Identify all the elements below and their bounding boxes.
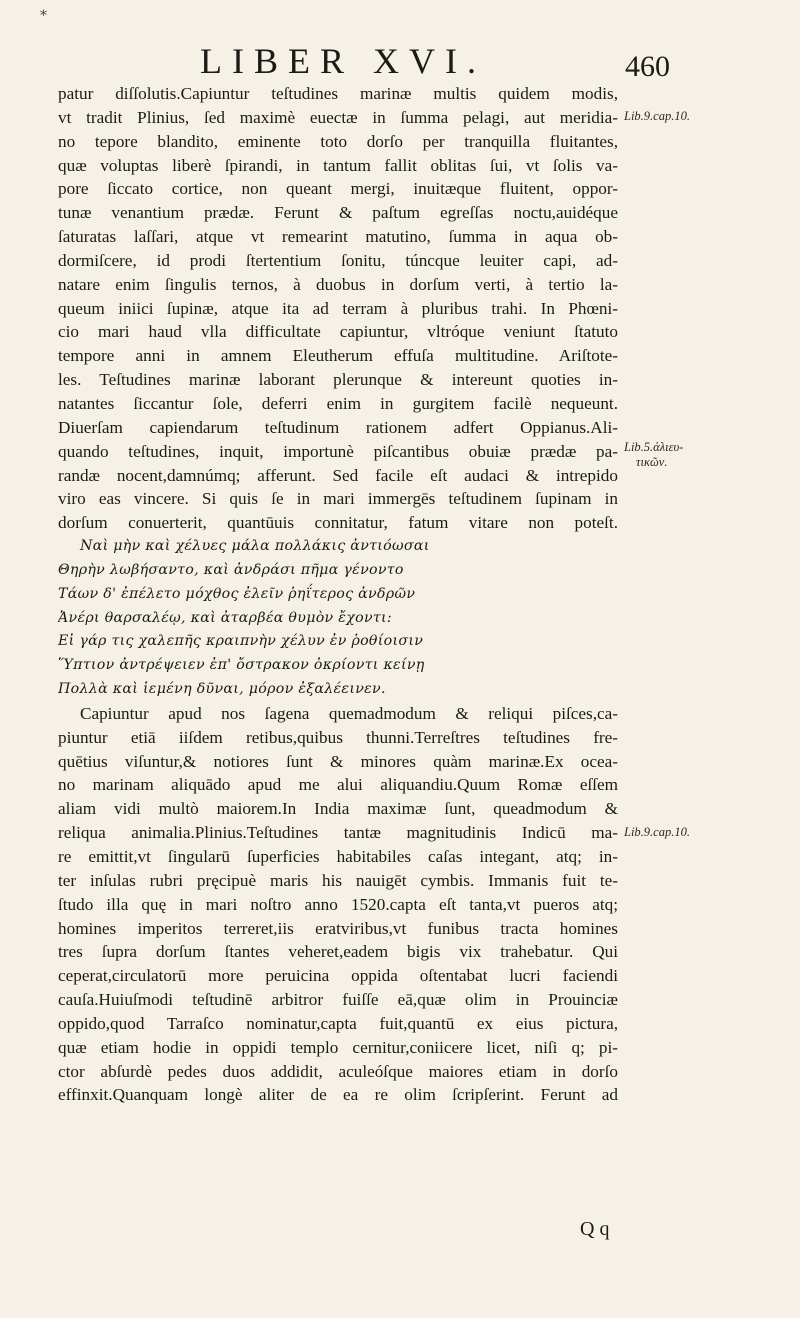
- text-line: quæ voluptas liberè ſpirandi, in tantum fallit oblitas ſui, vt ſolis va-: [58, 155, 618, 175]
- text-line: reliqua animalia.Plinius.Teſtudines tantæ magnitudinis Indicū ma-: [58, 823, 618, 843]
- text-line: dorſum conuerterit, quantūuis connitatur, fatum vitare non poteſt.: [58, 513, 618, 533]
- text-line: quētius viſuntur,& notiores ſunt & minores quàm marinæ.Ex ocea-: [58, 751, 618, 771]
- text-line: vt tradit Plinius, ſed maximè euectæ in ſumma pelagi, aut meridia-: [58, 107, 618, 127]
- verse-line: Θηρὴν λωβήσαντο, καὶ ἀνδράσι πῆμα γένοντο: [58, 561, 404, 578]
- text-line: aliam vidi multò maiorem.In India maximæ ſunt, queadmodum &: [58, 799, 618, 819]
- text-line: ctor abſurdè pedes duos addidit, aculeóſque maiores etiam in dorſo: [58, 1061, 618, 1081]
- text-line: cauſa.Huiuſmodi teſtudinē arbitror fuiſſe eā,quæ olim in Prouinciæ: [58, 990, 618, 1010]
- running-title: LIBER XVI.: [200, 41, 486, 81]
- text-line: ſtudo illa quę in mari noſtro anno 1520.capta eſt tanta,vt pueros atq;: [58, 894, 618, 914]
- text-line: pore ſiccato cortice, non queant mergi, inuitæque fluitent, oppor-: [58, 179, 618, 199]
- text-line: effinxit.Quanquam longè aliter de ea re olim ſcripſerint. Ferunt ad: [58, 1085, 618, 1105]
- text-line: Diuerſam capiendarum teſtudinum rationem adfert Oppianus.Ali-: [58, 417, 618, 437]
- text-line: ter inſulas rubri pręcipuè maris his nauigēt cymbis. Immanis fuit te-: [58, 870, 618, 890]
- verse-line: Πολλὰ καὶ ἱεμένη δῦναι, μόρον ἐξαλέεινεν.: [58, 681, 386, 698]
- latin-passage-bottom: [58, 702, 618, 1107]
- text-line: ceperat,circulatorū more peruicina oppida oſtentabat lucri faciendi: [58, 966, 618, 986]
- text-line: oppido,quod Tarraſco nominatur,capta fuit,quantū ex eius pictura,: [58, 1013, 618, 1033]
- verse-line: Τάων δ' ἐπέλετο μόχθος ἐλεῖν ῥηΐτερος ἀνδρῶν: [58, 585, 416, 602]
- text-line: no marinam aliquādo apud me alui aliquandiu.Quum Romæ eſſem: [58, 775, 618, 795]
- verse-line: Εἰ γάρ τις χαλεπῆς κραιπνὴν χέλυν ἐν ῥοθίοισιν: [58, 633, 424, 650]
- text-line: ſaturatas laſſari, atque vt remearint matutino, ſumma in aqua ob-: [58, 227, 618, 247]
- text-line: tempore anni in amnem Eleutherum effuſa multitudine. Ariſtote-: [58, 346, 618, 366]
- top-mark: *: [40, 8, 47, 24]
- text-line: quæ etiam hodie in oppidi templo cernitur,coniicere licet, niſi q; pi-: [58, 1037, 618, 1057]
- margin-note: Lib.9.cap.10.: [624, 825, 690, 839]
- text-line: quando teſtudines, inquit, importunè piſcantibus obuiæ prædæ pa-: [58, 441, 618, 461]
- verse-line: Ἀνέρι θαρσαλέῳ, καὶ ἀταρβέα θυμὸν ἔχοντι:: [58, 609, 392, 626]
- text-line: queum iniici ſupinæ, atque ita ad terram à pluribus trahi. In Phœni-: [58, 298, 618, 318]
- text-line: cio mari haud vlla difficultate capiuntur, vltróque veniunt ſtatuto: [58, 322, 618, 342]
- text-line: no tepore blandito, eminente toto dorſo per tranquilla fluitantes,: [58, 131, 618, 151]
- text-line: Capiuntur apud nos ſagena quemadmodum & reliqui piſces,ca-: [80, 703, 618, 723]
- text-line: randæ nocent,damnúmq; afferunt. Sed facile eſt audaci & intrepido: [58, 465, 618, 485]
- catchword: Q q: [580, 1218, 610, 1240]
- text-line: dormiſcere, id prodi ſtertentium ſonitu, túncque leuiter capi, ad-: [58, 250, 618, 270]
- text-line: homines imperitos terreret,iis eratviribus,vt funibus tracta homines: [58, 918, 618, 938]
- text-line: piuntur etiā iiſdem retibus,quibus thunni.Terreſtres teſtudines fre-: [58, 727, 618, 747]
- latin-passage-top: [58, 82, 618, 535]
- verse-line: Ναὶ μὴν καὶ χέλυες μάλα πολλάκις ἀντιόωσαι: [80, 538, 430, 555]
- main-text: [58, 82, 618, 1107]
- page-number: 460: [625, 50, 670, 83]
- margin-note: τικῶν.: [636, 455, 668, 469]
- text-line: natare enim ſingulis ternos, à duobus in dorſum verti, à tertio la-: [58, 274, 618, 294]
- text-line: viro eas vincere. Si quis ſe in mari immergēs teſtudinem ſupinam in: [58, 489, 618, 509]
- verse-line: Ὕπτιον ἀντρέψειεν ἐπ' ὄστρακον ὀκρίοντι κείνῃ: [58, 657, 425, 674]
- margin-note: Lib.9.cap.10.: [624, 109, 690, 123]
- text-line: les. Teſtudines marinæ laborant plerunque & intereunt quoties in-: [58, 370, 618, 390]
- text-line: patur diſſolutis.Capiuntur teſtudines marinæ multis quidem modis,: [58, 84, 618, 103]
- text-line: re emittit,vt ſingularū ſuperficies habitabiles caſas integant, atq; in-: [58, 847, 618, 866]
- text-line: tunæ venantium prædæ. Ferunt & paſtum egreſſas noctu,auidéque: [58, 203, 618, 223]
- text-line: tres ſupra dorſum ſtantes veheret,eadem bigis vix trahebatur. Qui: [58, 942, 618, 962]
- text-line: natantes ſiccantur ſole, deferri enim in gurgitem facilè nequeunt.: [58, 393, 618, 413]
- margin-note: Lib.5.ἁλιευ-: [624, 440, 684, 454]
- greek-verses: [58, 535, 618, 702]
